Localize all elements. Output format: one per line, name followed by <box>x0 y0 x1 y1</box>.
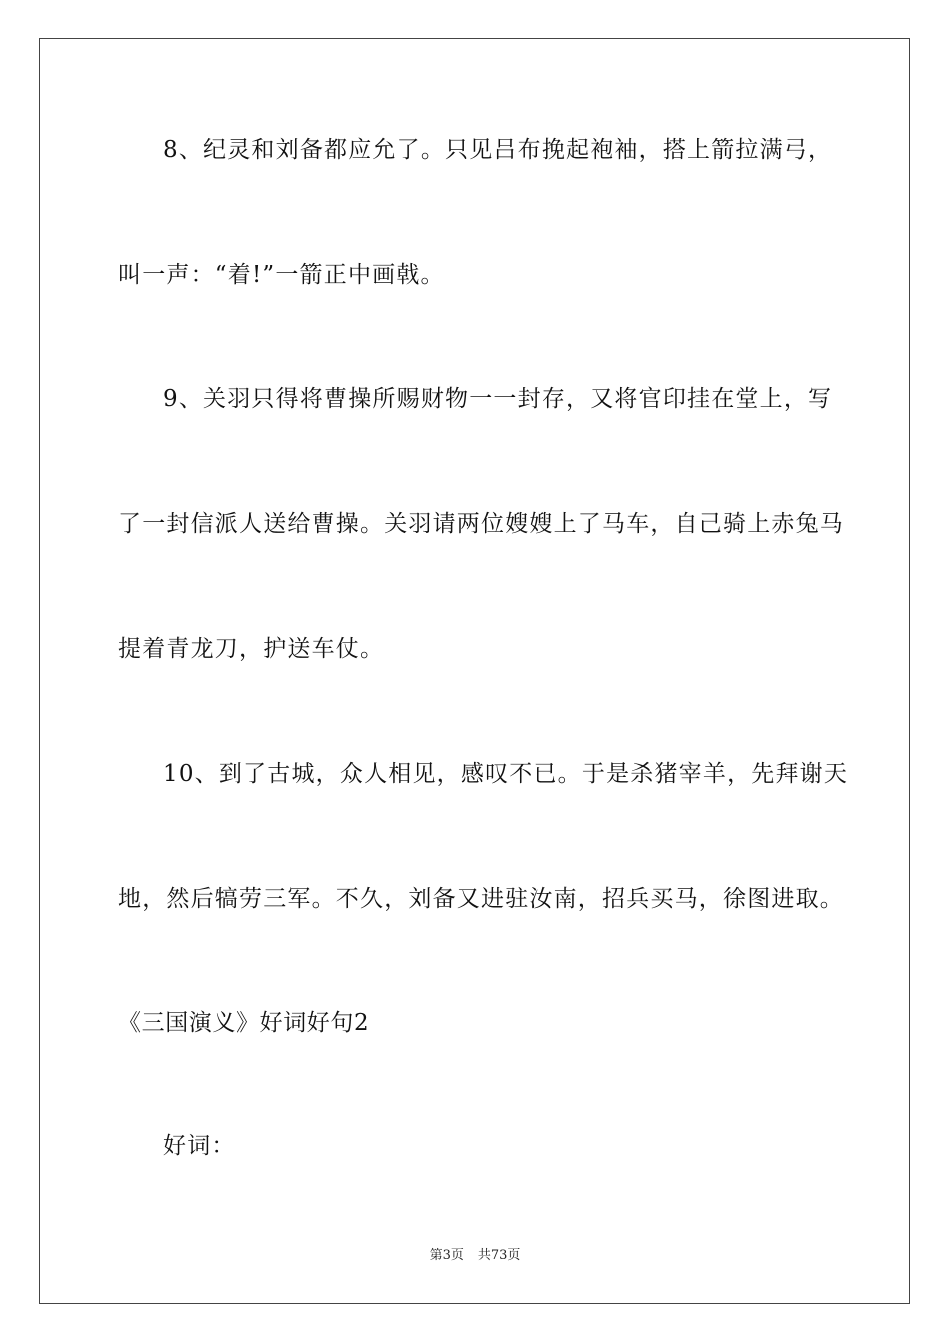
page-total: 共73页 <box>477 1248 521 1263</box>
page-footer <box>0 1248 950 1264</box>
paragraph-10-line-2: 地，然后犒劳三军。不久，刘备又进驻汝南，招兵买马，徐图进取。 <box>118 886 844 912</box>
subheading-good-words: 好词： <box>163 1133 236 1159</box>
paragraph-10-line-1: 10、到了古城，众人相见，感叹不已。于是杀猪宰羊，先拜谢天 <box>163 761 849 787</box>
section-heading: 《三国演义》好词好句2 <box>118 1010 370 1036</box>
paragraph-8-line-1: 8、纪灵和刘备都应允了。只见吕布挽起袍袖，搭上箭拉满弓， <box>163 137 833 163</box>
page-frame <box>39 38 910 1304</box>
page-number: 第3页 <box>429 1248 464 1263</box>
paragraph-9-line-2: 了一封信派人送给曹操。关羽请两位嫂嫂上了马车，自己骑上赤兔马 <box>118 511 844 537</box>
paragraph-9-line-1: 9、关羽只得将曹操所赐财物一一封存，又将官印挂在堂上，写 <box>163 386 833 412</box>
paragraph-9-line-3: 提着青龙刀，护送车仗。 <box>118 636 385 662</box>
paragraph-8-line-2: 叫一声：“着!”一箭正中画戟。 <box>118 262 445 288</box>
